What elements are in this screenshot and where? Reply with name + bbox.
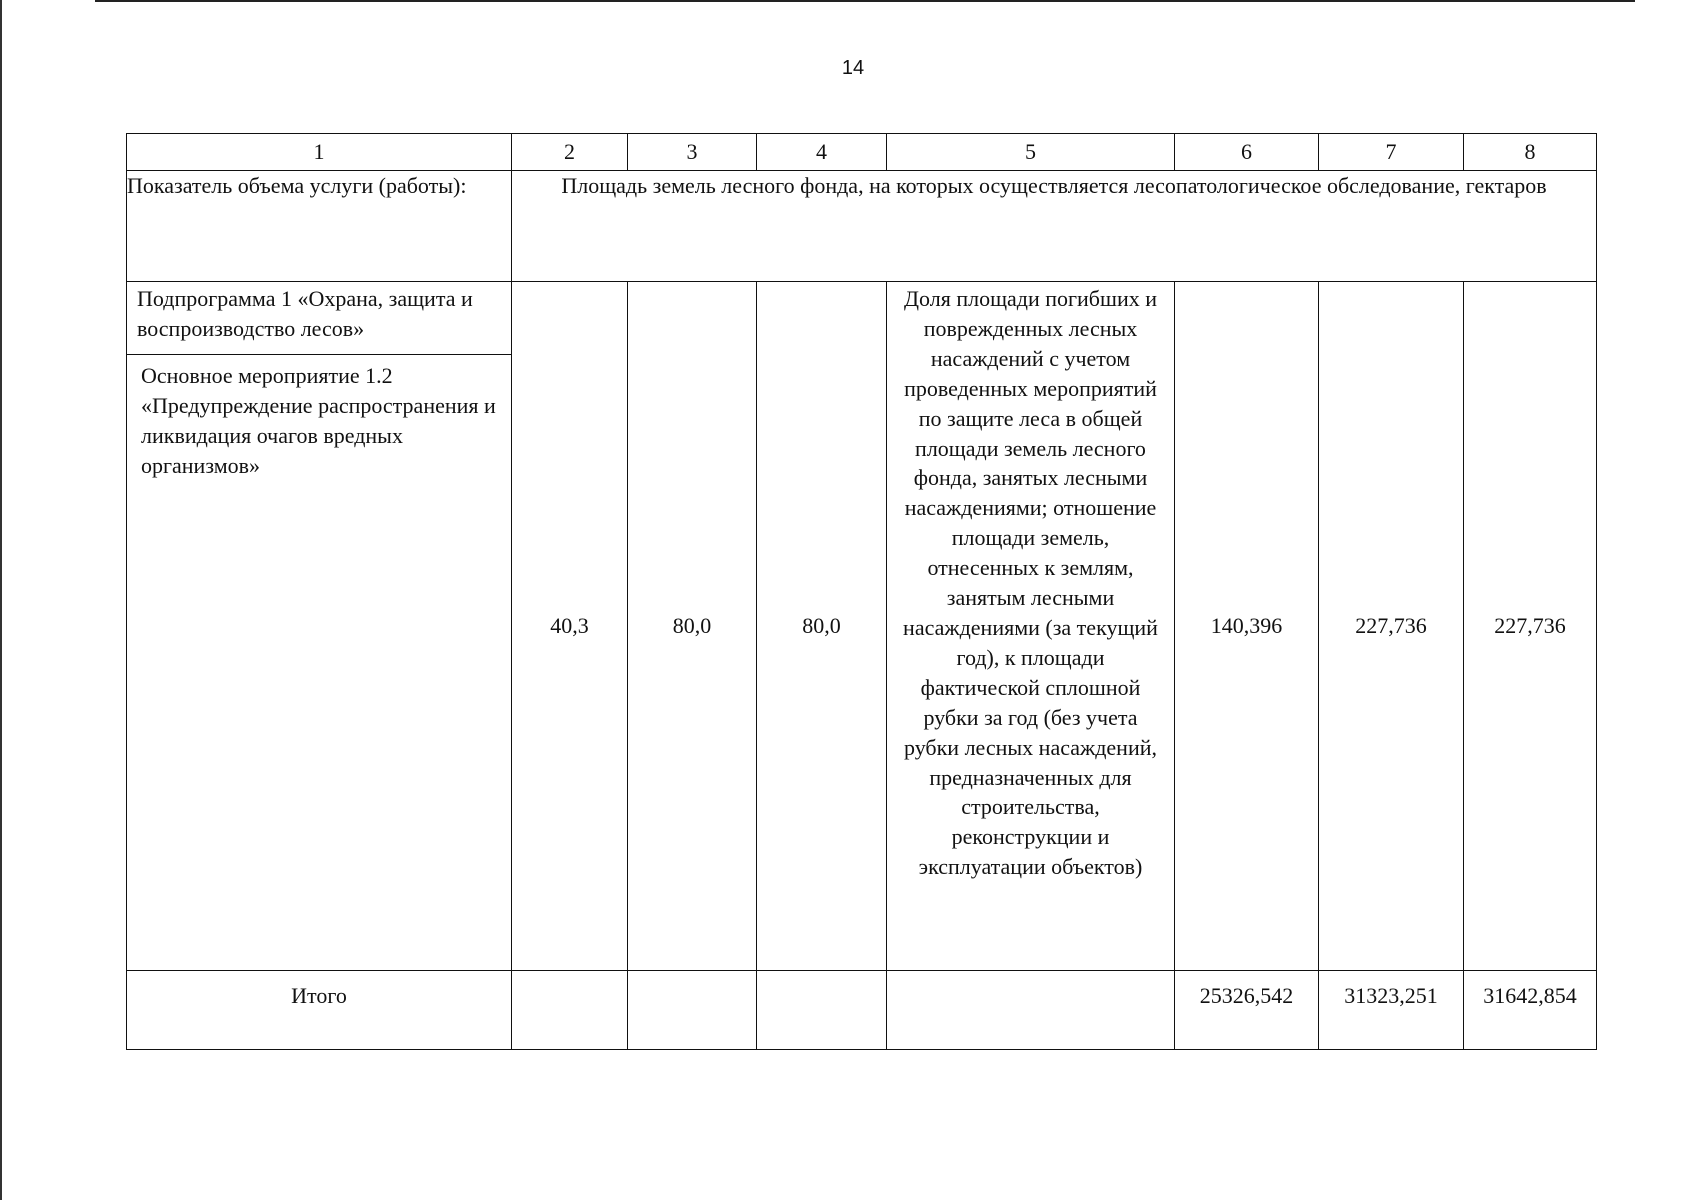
- total-col6-value: 25326,542: [1175, 971, 1319, 1050]
- total-col3-empty: [628, 971, 757, 1050]
- col-header-1: 1: [127, 134, 512, 171]
- total-col7-value: 31323,251: [1319, 971, 1464, 1050]
- col-header-5: 5: [887, 134, 1175, 171]
- col-header-3: 3: [628, 134, 757, 171]
- page-top-edge: [95, 0, 1635, 2]
- activity-title: Основное мероприятие 1.2 «Предупреждение распространения и ликвидация очагов вредных организмов»: [141, 362, 496, 478]
- total-col8-value: 31642,854: [1464, 971, 1597, 1050]
- col-header-4: 4: [757, 134, 887, 171]
- page-number: 14: [841, 57, 865, 79]
- col-header-8: 8: [1464, 134, 1597, 171]
- program-col3-value: 80,0: [628, 282, 757, 971]
- program-description: Доля площади погибших и поврежденных лесных насаждений с учетом проведенных мероприятий по защите леса в общей площади земель лесного фонда, занятых лесными насаждениями; отношение площади земель, отнесенных к землям, занятым лесными насаждениями (за текущий год), к площади фактической сплошной рубки за год (без учета рубки лесных насаждений, предназначенных для строительства, реконструкции и эксплуатации объектов): [887, 282, 1175, 971]
- total-row: [127, 971, 1597, 1050]
- program-cell: [127, 282, 512, 971]
- program-row: [127, 282, 1597, 971]
- program-col2-value: 40,3: [512, 282, 628, 971]
- indicator-row: [127, 171, 1597, 282]
- subprogram-title: Подпрограмма 1 «Охрана, защита и воспроизводство лесов»: [127, 282, 511, 355]
- col-header-2: 2: [512, 134, 628, 171]
- page-left-edge: [0, 0, 2, 1200]
- indicator-value: Площадь земель лесного фонда, на которых осуществляется лесопатологическое обследование, гектаров: [512, 171, 1597, 282]
- total-label: Итого: [127, 971, 512, 1050]
- program-col8-value: 227,736: [1464, 282, 1597, 971]
- column-number-row: [127, 134, 1597, 171]
- program-col7-value: 227,736: [1319, 282, 1464, 971]
- total-col4-empty: [757, 971, 887, 1050]
- col-header-7: 7: [1319, 134, 1464, 171]
- data-table: [126, 133, 1597, 1050]
- total-col5-empty: [887, 971, 1175, 1050]
- program-col4-value: 80,0: [757, 282, 887, 971]
- col-header-6: 6: [1175, 134, 1319, 171]
- indicator-label: Показатель объема услуги (работы):: [127, 171, 512, 282]
- total-col2-empty: [512, 971, 628, 1050]
- program-col6-value: 140,396: [1175, 282, 1319, 971]
